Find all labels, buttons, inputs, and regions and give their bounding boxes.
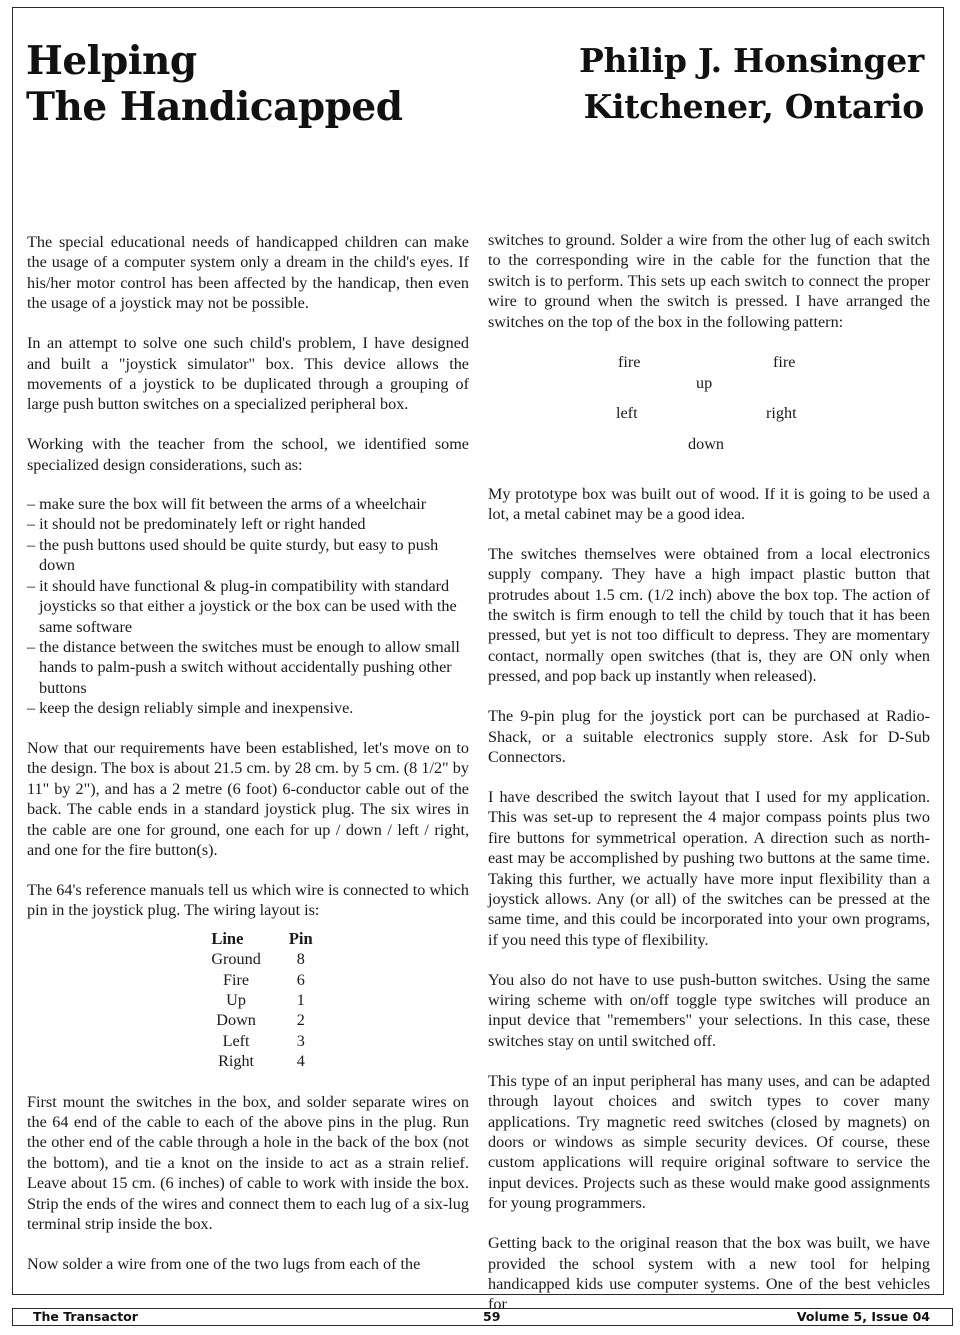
paragraph: My prototype box was built out of wood. If it is going to be used a lot, a metal cabinet may be a good idea.: [488, 484, 930, 523]
switch-label-fire-left: fire: [618, 352, 641, 371]
paragraph: Working with the teacher from the school, we identified some specialized design considerations, such as:: [27, 435, 469, 474]
page-number: 59: [483, 1309, 501, 1324]
list-item: – the push buttons used should be quite sturdy, but easy to push down: [27, 535, 469, 576]
title-line-1: Helping: [26, 38, 197, 84]
table-row: [197, 970, 326, 990]
line-cell: Right: [218, 1052, 255, 1071]
line-cell: Left: [222, 1031, 250, 1050]
table-header-row: [197, 929, 326, 949]
pin-cell: 8: [296, 950, 305, 969]
paragraph: You also do not have to use push-button switches. Using the same wiring scheme with on/off toggle type switches will produce an input device that "remembers" your selections. In this case, these switches stay on until switched off.: [488, 970, 930, 1050]
table-row: [197, 1051, 326, 1071]
left-column: [27, 232, 469, 1294]
paragraph: In an attempt to solve one such child's problem, I have designed and built a "joystick simulator" box. This device allows the movements of a joystick to be duplicated through a grouping of large push button switches on a specialized peripheral box.: [27, 334, 469, 414]
issue-label: Volume 5, Issue 04: [796, 1309, 930, 1324]
paragraph: First mount the switches in the box, and solder separate wires on the 64 end of the cable to each of the above pins in the plug. Run the other end of the cable through a hole in the back of the box (not the bottom), and tie a knot on the inside to act as a strain relief. Leave about 15 cm. (6 inches) of cable to work with inside the box. Strip the ends of the wires and connect them to each lug of a six-lug terminal strip inside the box.: [27, 1092, 469, 1234]
line-cell: Down: [216, 1011, 256, 1030]
list-item: – it should not be predominately left or right handed: [27, 514, 469, 534]
title-line-2: The Handicapped: [26, 84, 403, 130]
line-cell: Up: [226, 991, 246, 1009]
paragraph: I have described the switch layout that I used for my application. This was set-up to represent the 4 major compass points plus two fire buttons for symmetrical operation. A direction such as north-east may be accomplished by pushing two buttons at the same time. Taking this further, we actually have more input flexibility than a joystick allows. Any (or all) of the switches can be pressed at the same time, and this could be incorporated into your own programs, if you need this type of flexibility.: [488, 787, 930, 949]
switch-layout-diagram: [488, 352, 930, 462]
switch-label-fire-right: fire: [773, 352, 796, 371]
pin-cell: 6: [296, 970, 305, 989]
paragraph: Now that our requirements have been established, let's move on to the design. The box is about 21.5 cm. by 28 cm. by 5 cm. (8 1/2" by 11" by 2"), and has a 2 metre (6 foot) 6-conductor cable out of the back. The cable ends in a standard joystick plug. The six wires in the cable are one for ground, one each for up / down / left / right, and one for the fire button(s).: [27, 739, 469, 860]
requirements-list: [27, 494, 469, 718]
paragraph: Now solder a wire from one of the two lugs from each of the: [27, 1254, 421, 1273]
table-row: [197, 949, 326, 969]
right-column: [488, 230, 930, 1334]
switch-label-left: left: [616, 403, 638, 422]
table-row: [197, 1031, 326, 1051]
paragraph: This type of an input peripheral has many uses, and can be adapted through layout choices and switch types to cover many applications. Try magnetic reed switches (closed by magnets) on doors or windows as simple security devices. Of course, these custom applications will require original software to service the input devices. Projects such as these would make good assignments for young programmers.: [488, 1071, 930, 1213]
author-location: Kitchener, Ontario: [583, 87, 924, 126]
paragraph: The special educational needs of handicapped children can make the usage of a computer system only a dream in the child's eyes. If his/her motor control has been affected by the handicap, then even the usage of a joystick may not be possible.: [27, 233, 469, 313]
switch-label-down: down: [688, 434, 724, 453]
line-cell: Fire: [223, 970, 250, 989]
table-row: [197, 990, 326, 1010]
line-cell: Ground: [211, 950, 261, 969]
wiring-table: [197, 929, 326, 1072]
table-row: [197, 1010, 326, 1030]
switch-label-up: up: [696, 373, 713, 392]
author-name: Philip J. Honsinger: [578, 41, 924, 80]
page-footer: [12, 1308, 953, 1326]
list-item: – keep the design reliably simple and inexpensive.: [27, 698, 469, 718]
list-item: – the distance between the switches must be enough to allow small hands to palm-push a switch without accidentally pushing other buttons: [27, 637, 469, 698]
paragraph: The 9-pin plug for the joystick port can be purchased at Radio-Shack, or a suitable electronics supply store. Ask for D-Sub Connectors.: [488, 707, 930, 766]
paragraph: The 64's reference manuals tell us which wire is connected to which pin in the joystick plug. The wiring layout is:: [27, 880, 469, 920]
paragraph: switches to ground. Solder a wire from the other lug of each switch to the corresponding wire in the cable for the function that the switch is to perform. This sets up each switch to connect the proper wire to ground when the switch is pressed. I have arranged the switches on the top of the box in the following pattern:: [488, 231, 930, 331]
column-header-line: Line: [211, 928, 244, 948]
paragraph: The switches themselves were obtained from a local electronics supply company. They have a high impact plastic button that protrudes about 1.5 cm. (1/2 inch) above the box top. The action of the switch is firm enough to tell the child by touch that it has been pressed, but yet is not too difficult to depress. They are momentary contact, normally open switches (that is, they are ON only when pressed, and pop back up instantly when released).: [488, 544, 930, 686]
paragraph: Getting back to the original reason that the box was built, we have provided the school system with a new tool for helping handicapped kids use computer systems. One of the best vehicles for: [488, 1234, 930, 1314]
pin-cell: 2: [296, 1011, 305, 1030]
list-item: – it should have functional & plug-in compatibility with standard joysticks so that either a joystick or the box can be used with the same software: [27, 576, 469, 637]
publication-name: The Transactor: [33, 1309, 138, 1324]
list-item: – make sure the box will fit between the arms of a wheelchair: [27, 494, 469, 514]
pin-cell: 1: [296, 991, 305, 1009]
switch-label-right: right: [766, 403, 797, 422]
author-block: [579, 38, 924, 130]
article-title: [26, 38, 402, 130]
pin-cell: 3: [296, 1031, 305, 1050]
pin-cell: 4: [296, 1052, 305, 1071]
column-header-pin: Pin: [288, 928, 313, 948]
